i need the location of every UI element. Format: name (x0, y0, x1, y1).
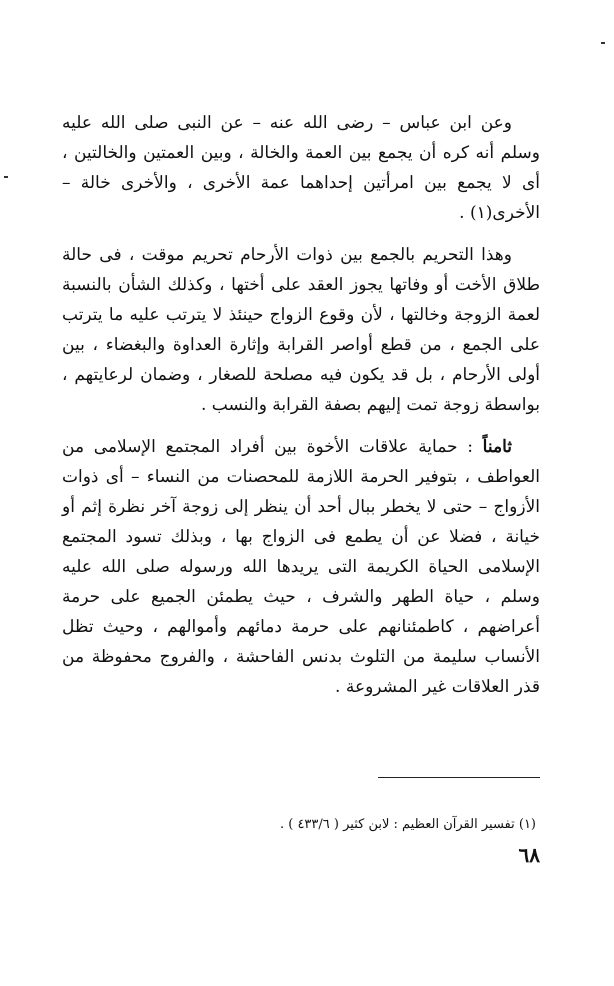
footnote: (١) تفسير القرآن العظيم : لابن كثير ( ٤٣٣/٦ ) . (279, 817, 536, 832)
paragraph-temporary-prohibition: وهذا التحريم بالجمع بين ذوات الأرحام تحريم موقت ، فى حالة طلاق الأخت أو وفاتها يجوز العقد على أختها ، وكذلك الشأن بالنسبة لعمة الزوجة وخالتها ، لأن وقوع الزواج حينئذ لا يترتب عليه ما يترتب على الجمع ، من قطع أواصر القرابة وإثارة العداوة والبغضاء ، بين أولى الأرحام ، بل قد يكون فيه مصلحة للصغار ، وضمان لرعايتهم ، بواسطة زوجة تمت إليهم بصفة القرابة والنسب . (62, 245, 540, 415)
point-heading: ثامناً (482, 437, 512, 457)
margin-mark (4, 176, 8, 178)
margin-mark (601, 42, 605, 44)
footnote-separator (378, 777, 540, 778)
paragraph-eighth-point (62, 432, 540, 702)
point-text: : حماية علاقات الأخوة بين أفراد المجتمع الإسلامى من العواطف ، بتوفير الحرمة اللازمة للمحصنات من النساء – أى ذوات الأزواج – حتى لا يخطر ببال أحد أن ينظر إلى زوجة آخر نظرة إثم أو خيانة ، فضلا عن أن يطمع فى الزواج بها ، وبذلك تسود المجتمع الإسلامى الحياة الكريمة التى يريدها الله ورسوله صلى الله عليه وسلم ، حياة الطهر والشرف ، حيث يطمئن الجميع على حرمة أعراضهم ، كاطمئنانهم على حرمة دمائهم وأموالهم ، وحيث تظل الأنساب سليمة من التلوث بدنس الفاحشة ، والفروج محفوظة من قذر العلاقات غير المشروعة . (62, 437, 540, 697)
paragraph-hadith: وعن ابن عباس – رضى الله عنه – عن النبى صلى الله عليه وسلم أنه كره أن يجمع بين العمة والخالة ، وبين العمتين والخالتين ، أى لا يجمع بين امرأتين إحداهما عمة الأخرى ، والأخرى خالة – الأخرى(١) . (62, 113, 540, 223)
page-body (62, 108, 540, 702)
page-number: ٦٨ (518, 843, 540, 867)
